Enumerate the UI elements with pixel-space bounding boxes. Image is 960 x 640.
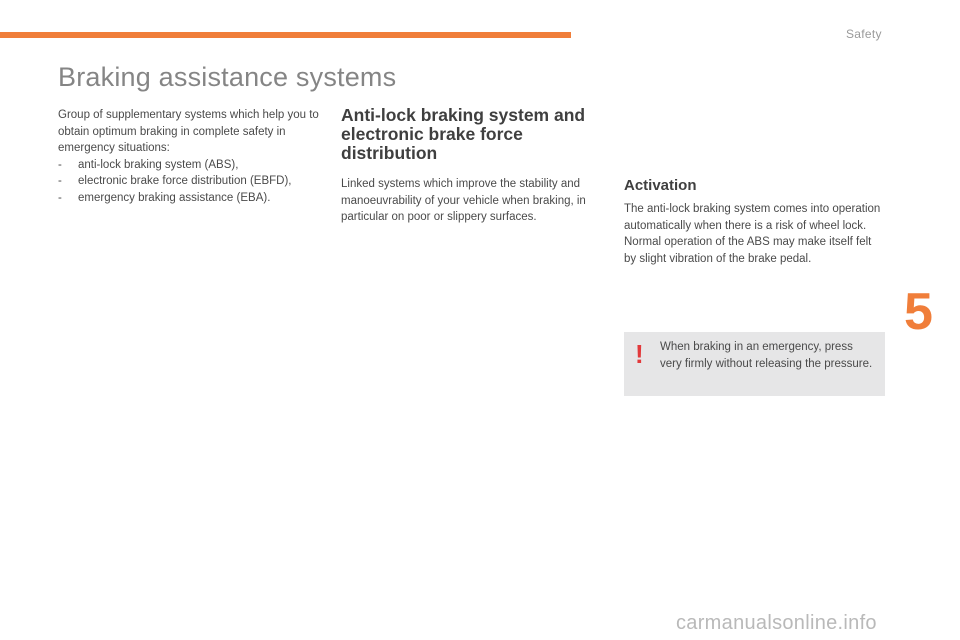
page-title: Braking assistance systems: [58, 62, 397, 92]
systems-list: [58, 157, 320, 207]
list-item-text: emergency braking assistance (EBA).: [78, 191, 271, 204]
list-item-text: electronic brake force distribution (EBFD),: [78, 175, 292, 187]
list-item-text: anti-lock braking system (ABS),: [78, 158, 239, 171]
header-accent-bar: [0, 32, 571, 38]
activation-text-2: Normal operation of the ABS may make itself felt by slight vibration of the brake pedal.: [624, 236, 872, 265]
list-item: [58, 173, 320, 190]
exclamation-icon: !: [635, 339, 644, 369]
abs-heading: Anti-lock braking system and electronic brake force distribution: [341, 105, 586, 163]
abs-description: Linked systems which improve the stability and manoeuvrability of your vehicle when braking, in particular on poor or slippery surfaces.: [341, 178, 586, 223]
warning-text: When braking in an emergency, press very firmly without releasing the pressure.: [660, 341, 873, 370]
abs-column: [341, 106, 603, 226]
section-name: Safety: [846, 27, 882, 41]
intro-column: [58, 107, 320, 206]
warning-box: [624, 332, 885, 396]
list-item: [58, 157, 320, 174]
watermark: carmanualsonline.info: [676, 612, 877, 634]
intro-text: Group of supplementary systems which help you to obtain optimum braking in complete safety in emergency situations:: [58, 109, 319, 154]
list-dash: -: [58, 158, 62, 171]
list-dash: -: [58, 191, 62, 204]
activation-text-1: The anti-lock braking system comes into operation automatically when there is a risk of wheel lock.: [624, 203, 881, 232]
activation-column: [624, 176, 884, 267]
list-dash: -: [58, 175, 62, 187]
list-item: [58, 190, 320, 207]
chapter-number: 5: [904, 283, 933, 341]
activation-heading: Activation: [624, 177, 697, 194]
